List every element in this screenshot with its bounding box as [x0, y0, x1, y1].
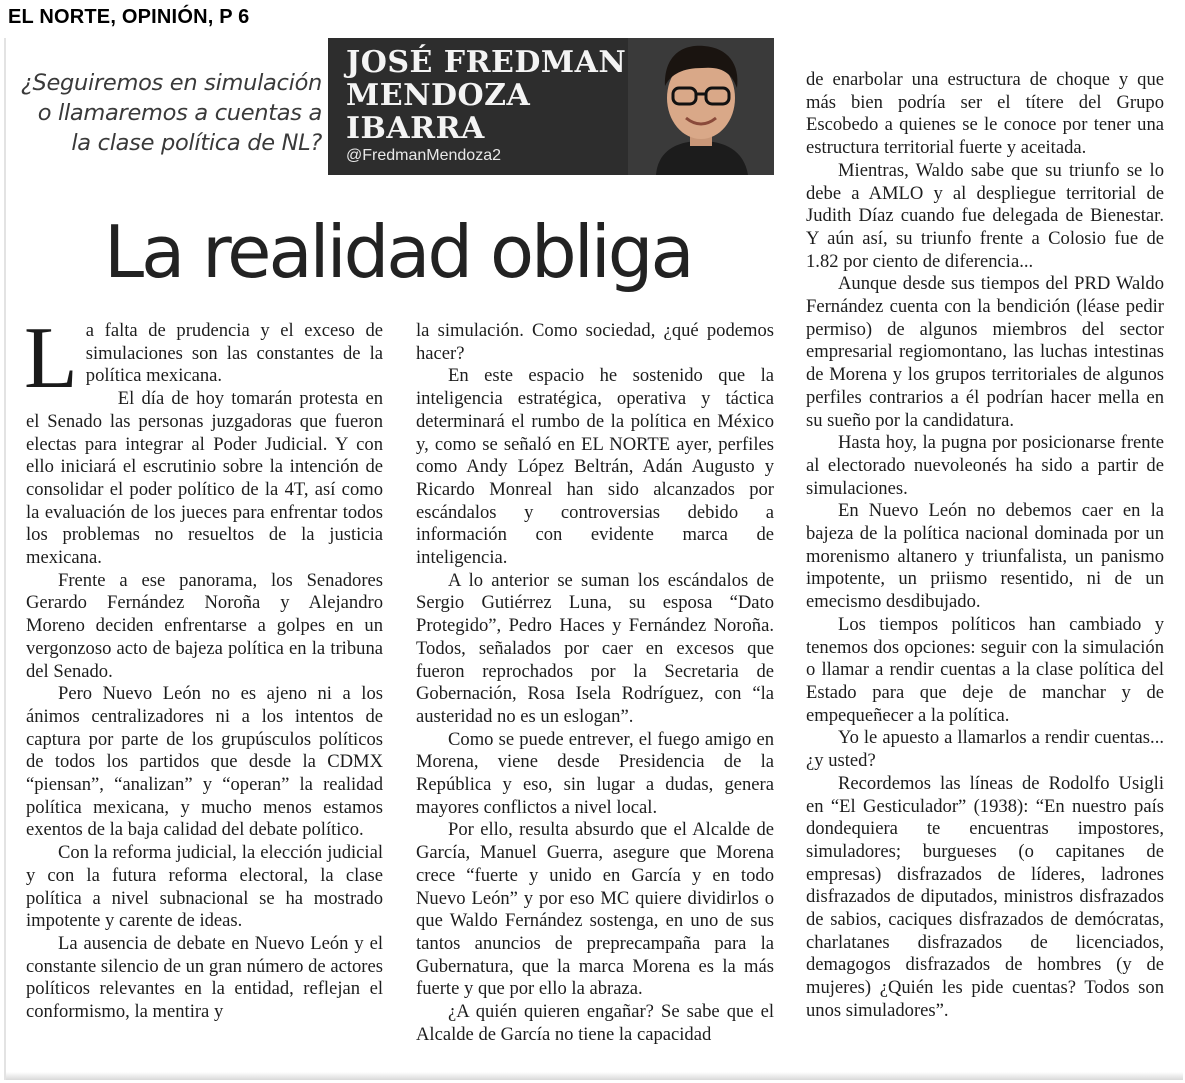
paragraph: Recordemos las líneas de Rodolfo Usigli en “El Gesticulador” (1938): “En nuestro país dondequiera te encuentras impostores, simuladores; burgueses (o capitanes de empresas) disfrazados de líderes, ladrones disfrazados de diputados, ministros disfrazados de sabios, caciques disfrazados de demócratas, charlatanes disfrazados de licenciados, demagogos disfrazados de hombres (y de mujeres) ¿Quién les pide cuentas? Todos son unos simuladores”. [806, 772, 1164, 1021]
newspaper-source-label: EL NORTE, OPINIÓN, P 6 [8, 6, 250, 28]
paragraph: Por ello, resulta absurdo que el Alcalde de García, Manuel Guerra, asegure que Morena crece “fuerte y unido en García y en todo Nuevo León” y por eso MC quiere dividirlos o que Waldo Fernández sostenga, en uno de sus tantos anuncios de preprecampaña para la Gubernatura, que la marca Morena es la más fuerte y que por ello la abraza. [416, 819, 774, 1000]
page-bottom-shadow [6, 1072, 1183, 1080]
article-column-1 [24, 310, 383, 1024]
author-portrait-icon [628, 38, 774, 175]
paragraph: En Nuevo León no debemos caer en la bajeza de la política nacional dominada por un morenismo altanero y triunfalista, un panismo impotente, un priismo resentido, ni de un emecismo desdibujado. [806, 500, 1164, 613]
article-column-3 [806, 69, 1164, 1023]
paragraph: Aunque desde sus tiempos del PRD Waldo Fernández cuenta con la bendición (léase pedir permiso) de algunos miembros del sector empresarial regiomontano, las luchas intestinas de Morena y los grupos territoriales de algunos perfiles contrarios a él podrían hacer mella en su sueño por la candidatura. [806, 273, 1164, 431]
paragraph: Los tiempos políticos han cambiado y tenemos dos opciones: seguir con la simulación o llamar a rendir cuentas a la clase política del Estado para que deje de manchar y de empequeñecer a la política. [806, 613, 1164, 726]
paragraph: La ausencia de debate en Nuevo León y el constante silencio de un gran número de actores políticos relevantes en la entidad, reflejan el conformismo, la mentira y [26, 932, 383, 1023]
headline: La realidad obliga [104, 210, 692, 294]
paragraph: Como se puede entrever, el fuego amigo en Morena, viene desde Presidencia de la República y eso, sin lugar a dudas, genera mayores conflictos a nivel local. [416, 728, 774, 818]
author-name-line-1: JOSÉ FREDMAN [346, 45, 627, 80]
drop-cap: L [24, 310, 78, 407]
author-handle: @FredmanMendoza2 [346, 147, 501, 164]
author-name-line-3: IBARRA [346, 111, 485, 146]
paragraph: A lo anterior se suman los escándalos de Sergio Gutiérrez Luna, su esposa “Dato Protegido”, Pedro Haces y Fernández Noroña. Todos, señalados por caer en excesos que fueron reprochados por la Secretaria de Gobernación, Rosa Isela Rodríguez, con “la austeridad no es un eslogan”. [416, 569, 774, 727]
paragraph: En este espacio he sostenido que la inteligencia estratégica, operativa y táctica determinará el rumbo de la política en México y, como se señaló en EL NORTE ayer, perfiles como Andy López Beltrán, Adán Augusto y Ricardo Monreal han sido alcanzados por escándalos y controversias debido a información con evidente marca de inteligencia. [416, 365, 774, 569]
paragraph [24, 310, 383, 407]
article-column-2 [416, 320, 774, 1047]
column-question: ¿Seguiremos en simulación o llamaremos a cuentas a la clase política de NL? [20, 70, 322, 156]
author-name [346, 46, 626, 145]
author-banner [328, 38, 774, 175]
paragraph: Frente a ese panorama, los Senadores Gerardo Fernández Noroña y Alejandro Moreno deciden enfrentarse a golpes en un vergonzoso acto de bajeza política en la tribuna del Senado. [26, 569, 383, 682]
opinion-page [4, 38, 1183, 1080]
paragraph: El día de hoy tomarán protesta en el Senado las personas juzgadoras que fueron electas para integrar al Poder Judicial. Y con ello iniciará el escrutinio sobre la intención de consolidar el poder político de la 4T, así como la evaluación de los jueces para enfrentar todos los problemas no resueltos de la justicia mexicana. [26, 388, 383, 569]
paragraph: la simulación. Como sociedad, ¿qué podemos hacer? [416, 320, 774, 364]
paragraph: Hasta hoy, la pugna por posicionarse frente al electorado nuevoleonés ha sido a partir de simulaciones. [806, 432, 1164, 499]
paragraph: Yo le apuesto a llamarlos a rendir cuentas... ¿y usted? [806, 727, 1164, 772]
paragraph: ¿A quién quieren engañar? Se sabe que el Alcalde de García no tiene la capacidad [416, 1001, 774, 1045]
paragraph: de enarbolar una estructura de choque y que más bien podría ser el títere del Grupo Escobedo a quienes se le conoce por tener una estructura territorial fuerte y aceitada. [806, 69, 1164, 159]
author-name-line-2: MENDOZA [346, 78, 531, 113]
paragraph-text: a falta de prudencia y el exceso de simulaciones son las constantes de la política mexicana. [85, 320, 383, 387]
paragraph: Pero Nuevo León no es ajeno ni a los ánimos centralizadores ni a los intentos de captura por parte de los grupúsculos políticos de todos los partidos que desde la CDMX “piensan”, “analizan” y “operan” la realidad política mexicana, y mucho menos estamos exentos de la baja calidad del debate político. [26, 683, 383, 841]
paragraph: Con la reforma judicial, la elección judicial y con la futura reforma electoral, la clase política a nivel subnacional se ha mostrado impotente y carente de ideas. [26, 842, 383, 932]
paragraph: Mientras, Waldo sabe que su triunfo se lo debe a AMLO y al despliegue territorial de Judith Díaz cuando fue delegada de Bienestar. Y aún así, su triunfo frente a Colosio fue de 1.82 por ciento de diferencia... [806, 159, 1164, 272]
